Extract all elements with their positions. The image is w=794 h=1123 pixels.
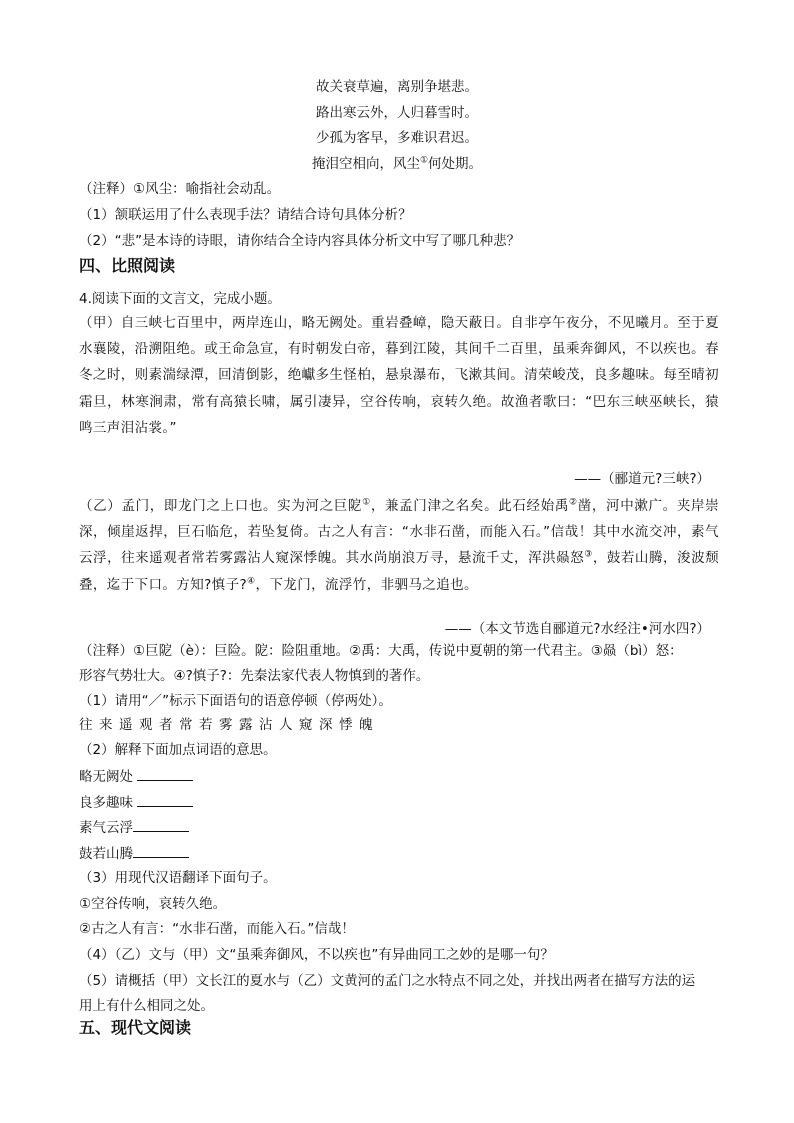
question-1-sentence: 往来遥观者常若雾露沾人窥深悸魄 — [79, 717, 379, 733]
question-5-line-1: （5）请概括（甲）文长江的夏水与（乙）文黄河的孟门之水特点不同之处，并找出两者在描写方法的运 — [79, 973, 696, 989]
q2-item-2-label: 良多趣味 — [79, 795, 133, 811]
poem-note: （注释）①风尘：喻指社会动乱。 — [79, 181, 281, 197]
passage-yi-part-4: ，鼓若山腾，浚波颓叠，迄于下口。方知?慎子? — [79, 550, 719, 593]
note-marker-4: ④ — [247, 576, 256, 587]
passage-yi-part-5: ，下龙门，流浮竹，非驷马之追也。 — [255, 576, 478, 593]
passage-yi-part-1: （乙）孟门，即龙门之上口也。实为河之巨阸 — [79, 498, 363, 514]
poem-line-1: 故关衰草遍，离别争堪悲。 — [316, 79, 478, 95]
passage-yi — [79, 493, 719, 598]
q2-item-3-label: 素气云浮 — [79, 820, 133, 836]
answer-blank[interactable] — [133, 844, 189, 858]
poem-line-2: 路出寒云外，人归暮雪时。 — [316, 105, 478, 121]
q4-intro: 4.阅读下面的文言文，完成小题。 — [79, 291, 281, 307]
source-jia: ——（郦道元?三峡?） — [574, 471, 710, 487]
q2-item-1 — [79, 767, 193, 786]
section-5-title: 五、现代文阅读 — [79, 1018, 192, 1037]
poem-line-4-a: 掩泪空相向，风尘 — [311, 156, 420, 172]
q2-item-2 — [79, 793, 193, 812]
poem-question-1: （1）颔联运用了什么表现手法？请结合诗句具体分析？ — [79, 207, 412, 223]
question-3: （3）用现代汉语翻译下面句子。 — [79, 870, 277, 886]
passage-yi-part-2: ，兼孟门津之名矣。此石经始禹 — [370, 498, 569, 514]
section-4-title: 四、比照阅读 — [79, 256, 176, 275]
note-marker-1: ① — [362, 497, 371, 508]
q2-item-1-label: 略无阙处 — [79, 769, 133, 785]
note-marker-2: ② — [569, 497, 578, 508]
question-4: （4）（乙）文与（甲）文“虽乘奔御风，不以疾也”有异曲同工之妙的是哪一句？ — [79, 947, 554, 963]
yi-notes-line-1: （注释）①巨阸（è）：巨险。阸：险阻重地。②禹：大禹，传说中夏朝的第一代君主。③赑（bì）怒： — [79, 643, 683, 659]
q2-item-3 — [79, 818, 189, 837]
question-1: （1）请用“／”标示下面语句的语意停顿（停两处）。 — [79, 693, 392, 709]
q2-item-4 — [79, 844, 189, 863]
poem-line-4-b: 何处期。 — [428, 156, 483, 172]
note-marker-3: ③ — [584, 549, 593, 560]
q3-item-2: ②古之人有言：“水非石凿，而能入石。”信哉！ — [79, 921, 355, 937]
question-2: （2）解释下面加点词语的意思。 — [79, 742, 277, 758]
passage-yi-part-3: 凿，河中漱广。夹岸崇深，倾崖返捍，巨石临危，若坠复倚。古之人有言：“水非石凿，而能入石。”信哉！其中水流交冲，素气云浮，往来遥观者常若雾露沾人窥深悸魄。其水尚崩浪万寻，悬流千丈，浑洪赑怒 — [79, 498, 720, 567]
passage-jia: （甲）自三峡七百里中，两岸连山，略无阙处。重岩叠嶂，隐天蔽日。自非亭午夜分，不见曦月。至于夏水襄陵，沿溯阻绝。或王命急宣，有时朝发白帝，暮到江陵，其间千二百里，虽乘奔御风，不以疾也。春冬之时，则素湍绿潭，回清倒影，绝巘多生怪柏，悬泉瀑布，飞漱其间。清荣峻茂，良多趣味。每至晴初霜旦，林寒涧肃，常有高猿长啸，属引凄异，空谷传响，哀转久绝。故渔者歌曰：“巴东三峡巫峡长，猿鸣三声泪沾裳。” — [79, 315, 719, 436]
poem-line-3: 少孤为客早，多难识君迟。 — [316, 130, 478, 146]
q3-item-1: ①空谷传响，哀转久绝。 — [79, 896, 227, 912]
answer-blank[interactable] — [137, 767, 193, 781]
q2-item-4-label: 鼓若山腾 — [79, 846, 133, 862]
answer-blank[interactable] — [133, 818, 189, 832]
poem-line-4 — [0, 155, 794, 173]
yi-notes-line-2: 形容气势壮大。④?慎子?：先秦法家代表人物慎到的著作。 — [79, 668, 430, 684]
source-yi: ——（本文节选自郦道元?水经注•河水四?） — [444, 621, 710, 637]
poem-question-2: （2）“悲”是本诗的诗眼，请你结合全诗内容具体分析文中写了哪几种悲？ — [79, 233, 521, 249]
poem-note-marker: ① — [419, 155, 429, 166]
question-5-line-2: 用上有什么相同之处。 — [79, 998, 214, 1014]
answer-blank[interactable] — [137, 793, 193, 807]
